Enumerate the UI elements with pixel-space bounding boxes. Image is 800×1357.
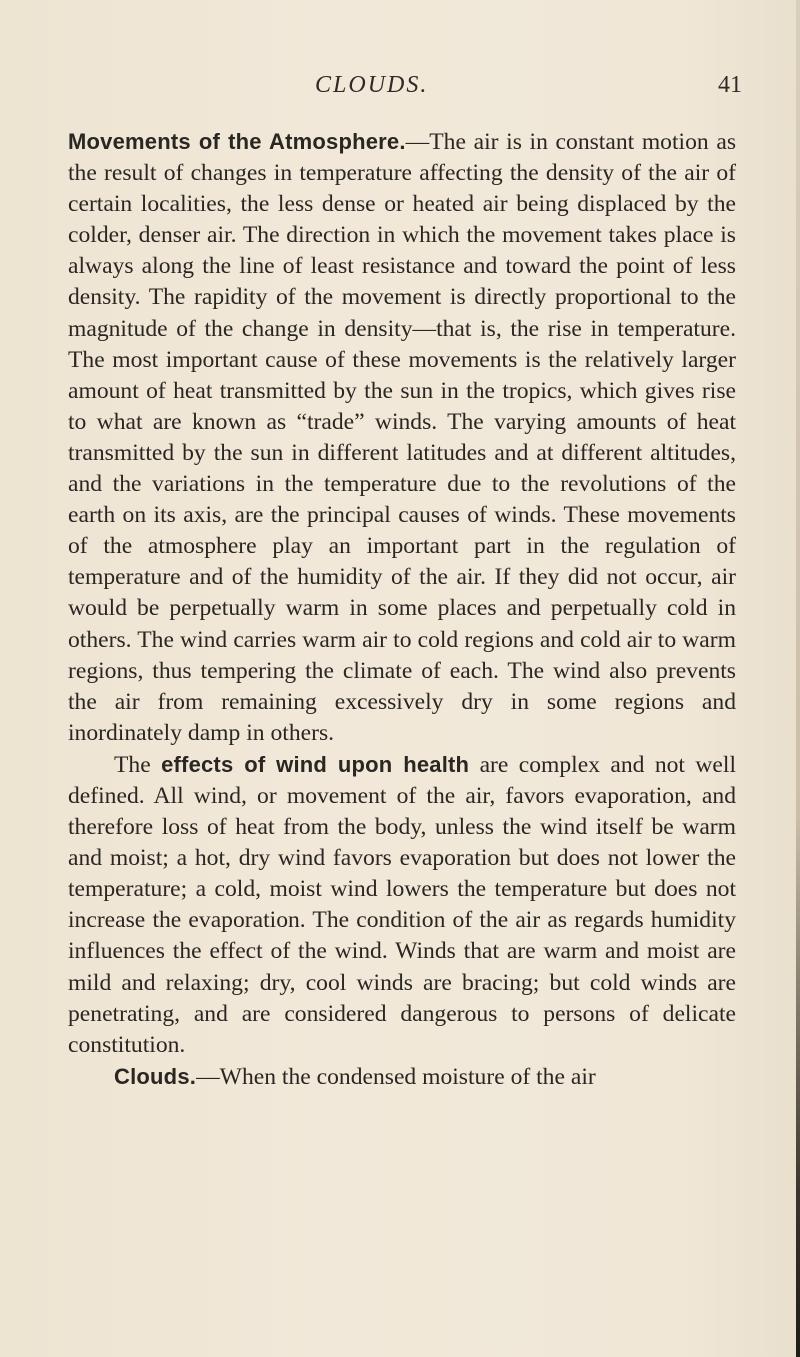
section-heading-movements: Movements of the Atmosphere.: [68, 129, 406, 154]
running-title: CLOUDS.: [315, 72, 429, 98]
paragraph-wind-health: [68, 749, 736, 1061]
section-heading-wind-health: effects of wind upon health: [161, 751, 470, 777]
page-header: [0, 72, 800, 106]
paragraph-text: —The air is in constant motion as the result of changes in temperature affecting the density of the air of certain localities, the less dense or heated air being displaced by the colder, denser air. The direction in which the movement takes place is always along the line of least resistance and toward the point of less density. The rapidity of the movement is directly proportional to the magnitude of the change in density—that is, the rise in temperature. The most important cause of these movements is the relatively larger amount of heat transmitted by the sun in the tropics, which gives rise to what are known as “trade” winds. The varying amounts of heat transmitted by the sun in different latitudes and at different altitudes, and the variations in the temperature due to the revolutions of the earth on its axis, are the principal causes of winds. These movements of the atmosphere play an important part in the regulation of temperature and of the humidity of the air. If they did not occur, air would be perpetually warm in some places and perpetually cold in others. The wind carries warm air to cold regions and cold air to warm regions, thus tempering the climate of each. The wind also prevents the air from remaining excessively dry in some regions and inordinately damp in others.: [68, 129, 736, 746]
paragraph-clouds: [68, 1061, 736, 1093]
paragraph-text: are complex and not well defined. All wind, or movement of the air, favors evaporation, and therefore loss of heat from the body, unless the wind itself be warm and moist; a hot, dry wind favors evaporation but does not lower the temperature; a cold, moist wind lowers the temperature but does not increase the evaporation. The condition of the air as regards humidity influences the effect of the wind. Winds that are warm and moist are mild and relaxing; dry, cool winds are bracing; but cold winds are penetrating, and are considered dangerous to persons of delicate constitution.: [68, 751, 736, 1058]
section-heading-clouds: Clouds.: [114, 1063, 197, 1089]
paragraph-text: —When the condensed moisture of the air: [196, 1063, 596, 1090]
paragraph-lead: The: [114, 751, 162, 778]
paragraph-movements: [68, 126, 736, 749]
page-edge: [796, 0, 800, 1357]
body-text: [68, 126, 736, 1093]
page-number: 41: [718, 72, 742, 98]
